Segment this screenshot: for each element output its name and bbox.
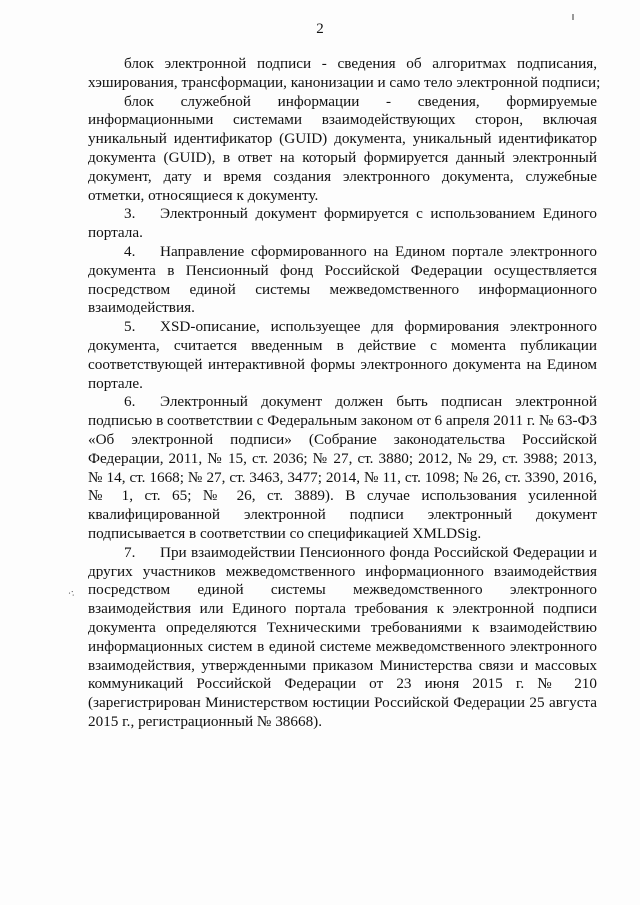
text-line [88, 375, 597, 394]
line-text: коммуникаций Российской Федерации от 23 июня 2015 г. № 210 [88, 675, 597, 693]
text-line [88, 450, 597, 469]
text-line [88, 544, 597, 563]
line-text: посредством единой системы межведомственного электронного [88, 581, 597, 599]
line-text: документа, считается введенным в действие с момента публикации [88, 336, 597, 354]
text-line [88, 469, 597, 488]
text-line [88, 337, 597, 356]
line-text: XSD-описание, используещее для формирования электронного [160, 318, 597, 336]
text-line [88, 318, 597, 337]
line-text: посредством единой системы межведомственного информационного [88, 280, 597, 298]
text-line [88, 111, 597, 130]
line-text: «Об электронной подписи» (Собрание законодательства Российской [88, 430, 597, 448]
line-text: Электронный документ должен быть подписан электронной [160, 393, 597, 411]
page-number: 2 [316, 21, 324, 37]
line-text: хэширования, трансформации, канонизации и само тело электронной подписи; [88, 73, 601, 91]
line-text: документа в Пенсионный фонд Российской Федерации осуществляется [88, 261, 597, 279]
text-line [88, 506, 597, 525]
line-text: отметки, относящиеся к документу. [88, 186, 319, 204]
text-line [88, 600, 597, 619]
text-line [88, 638, 597, 657]
scan-speck: ·: [66, 587, 76, 600]
line-text: документ, дату и время создания электронного документа, служебные [88, 167, 597, 185]
text-line [88, 393, 597, 412]
text-line [88, 525, 597, 544]
text-line [88, 149, 597, 168]
document-body [88, 55, 601, 732]
text-line [88, 55, 597, 74]
line-text: портале. [88, 374, 143, 392]
line-text: информационных систем в единой системе межведомственного электронного [88, 637, 597, 655]
text-line [88, 619, 597, 638]
line-text: информационными системами взаимодействующих сторон, включая [88, 111, 597, 129]
line-text: документа (GUID), в ответ на который формируется данный электронный [88, 148, 597, 166]
line-text: уникальный идентификатор (GUID) документа, уникальный идентификатор [88, 130, 597, 148]
text-line [88, 431, 597, 450]
line-text: взаимодействия или Единого портала требования к электронной подписи [88, 600, 597, 618]
text-line [88, 187, 597, 206]
text-line [88, 412, 597, 431]
text-line [88, 205, 597, 224]
text-line [88, 694, 597, 713]
line-text: При взаимодействии Пенсионного фонда Российской Федерации и [160, 543, 597, 561]
paragraph-number: 6. [124, 393, 136, 411]
line-text: подписывается в соответствии со спецификацией XMLDSig. [88, 524, 482, 542]
line-text: соответствующей интерактивной формы электронного документа на Едином [88, 355, 597, 373]
line-text: подписью в соответствии с Федеральным законом от 6 апреля 2011 г. № 63-ФЗ [88, 412, 598, 430]
line-text: других участников межведомственного информационного взаимодействия [88, 562, 597, 580]
line-text: (зарегистрирован Министерством юстиции Российской Федерации 25 августа [88, 694, 597, 712]
text-line [88, 657, 597, 676]
text-line [88, 281, 597, 300]
text-line [88, 168, 597, 187]
text-line [88, 73, 601, 93]
line-text: № 1, ст. 65; № 26, ст. 3889). В случае использования усиленной [88, 487, 597, 505]
text-line [88, 675, 597, 694]
line-text: квалифицированной электронной подписи электронный документ [88, 506, 597, 524]
line-text: портала. [88, 224, 143, 242]
text-line [88, 487, 597, 506]
text-line [88, 563, 597, 582]
text-line [88, 713, 597, 732]
line-text: взаимодействия, утвержденными приказом Министерства связи и массовых [88, 656, 597, 674]
line-text: блок служебной информации - сведения, формируемые [124, 92, 597, 110]
text-line [88, 93, 597, 112]
text-line [88, 356, 597, 375]
paragraph-number: 3. [124, 205, 136, 223]
paragraph-number: 7. [124, 543, 136, 561]
text-line [88, 243, 597, 262]
text-line [88, 299, 597, 318]
line-text: Электронный документ формируется с использованием Единого [160, 205, 597, 223]
text-line [88, 130, 597, 149]
line-text: документа определяются Техническими требованиями к взаимодействию [88, 618, 597, 636]
line-text: блок электронной подписи - сведения об алгоритмах подписания, [124, 55, 597, 72]
paragraph-number: 5. [124, 318, 136, 336]
text-line [88, 581, 597, 600]
line-text: Направление сформированного на Едином портале электронного [160, 242, 597, 260]
text-line [88, 262, 597, 281]
line-text: № 14, ст. 1668; № 27, ст. 3463, 3477; 2014, № 11, ст. 1098; № 26, ст. 3390, 2016, [88, 468, 597, 486]
line-text: взаимодействия. [88, 299, 195, 317]
paragraph-number: 4. [124, 242, 136, 260]
line-text: Федерации, 2011, № 15, ст. 2036; № 27, ст. 3880; 2012, № 29, ст. 3988; 2013, [88, 449, 597, 467]
line-text: 2015 г., регистрационный № 38668). [88, 712, 323, 730]
text-line [88, 224, 597, 243]
